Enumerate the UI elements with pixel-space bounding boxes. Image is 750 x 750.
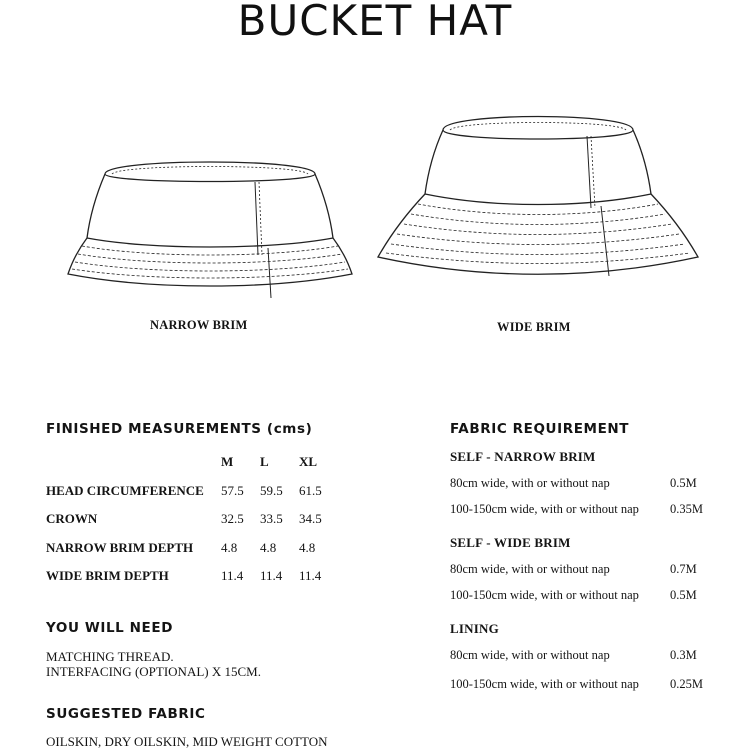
fabric-row-desc: 80cm wide, with or without nap bbox=[450, 648, 610, 662]
fabric-group-title: SELF - WIDE BRIM bbox=[450, 535, 571, 550]
fabric-group-title: LINING bbox=[450, 621, 499, 636]
table-row bbox=[46, 477, 338, 506]
row-value: 11.4 bbox=[260, 568, 283, 584]
size-header-xl: XL bbox=[299, 454, 318, 470]
row-value: 4.8 bbox=[260, 539, 277, 555]
measurements-heading bbox=[46, 421, 312, 437]
size-header-l: L bbox=[260, 454, 269, 470]
fabric-row-desc: 80cm wide, with or without nap bbox=[450, 562, 610, 576]
fabric-row-desc: 100-150cm wide, with or without nap bbox=[450, 588, 639, 602]
fabric-row-qty: 0.5M bbox=[670, 476, 697, 490]
row-value: 4.8 bbox=[221, 539, 238, 555]
row-label: HEAD CIRCUMFERENCE bbox=[46, 482, 204, 498]
table-row bbox=[46, 562, 338, 591]
fabric-group-title: SELF - NARROW BRIM bbox=[450, 449, 596, 464]
measurements-corner-cell bbox=[46, 448, 221, 477]
row-value: 33.5 bbox=[260, 511, 283, 527]
measurements-heading-text: FINISHED MEASUREMENTS bbox=[46, 421, 262, 437]
fabric-requirement-heading: FABRIC REQUIREMENT bbox=[450, 421, 630, 437]
measurements-table bbox=[46, 448, 338, 591]
fabric-row-desc: 100-150cm wide, with or without nap bbox=[450, 502, 639, 516]
row-value: 32.5 bbox=[221, 511, 244, 527]
size-header-m: M bbox=[221, 454, 234, 470]
bucket-hat-wide-brim-drawing bbox=[373, 112, 703, 312]
narrow-brim-caption: NARROW BRIM bbox=[150, 318, 248, 332]
row-value: 11.4 bbox=[221, 568, 244, 584]
page-title: BUCKET HAT bbox=[237, 0, 513, 45]
measurements-unit: (cms) bbox=[266, 421, 313, 437]
row-value: 59.5 bbox=[260, 482, 283, 498]
table-row bbox=[46, 534, 338, 563]
row-value: 57.5 bbox=[221, 482, 244, 498]
fabric-row-desc: 80cm wide, with or without nap bbox=[450, 476, 610, 490]
row-label: NARROW BRIM DEPTH bbox=[46, 539, 194, 555]
fabric-row-qty: 0.7M bbox=[670, 562, 697, 576]
fabric-row-qty: 0.25M bbox=[670, 677, 703, 691]
suggested-fabric-heading: SUGGESTED FABRIC bbox=[46, 706, 206, 722]
fabric-row-qty: 0.3M bbox=[670, 648, 697, 662]
bucket-hat-narrow-brim-drawing bbox=[60, 150, 360, 310]
you-will-need-line: INTERFACING (OPTIONAL) X 15CM. bbox=[46, 664, 261, 679]
suggested-fabric-text: OILSKIN, DRY OILSKIN, MID WEIGHT COTTON bbox=[46, 734, 328, 749]
you-will-need-line: MATCHING THREAD. bbox=[46, 649, 174, 664]
row-label: WIDE BRIM DEPTH bbox=[46, 568, 169, 584]
wide-brim-caption: WIDE BRIM bbox=[497, 320, 571, 334]
measurements-header-row bbox=[46, 448, 338, 477]
table-row bbox=[46, 505, 338, 534]
fabric-row-desc: 100-150cm wide, with or without nap bbox=[450, 677, 639, 691]
row-label: CROWN bbox=[46, 511, 98, 527]
fabric-row-qty: 0.35M bbox=[670, 502, 703, 516]
row-value: 61.5 bbox=[299, 482, 322, 498]
row-value: 4.8 bbox=[299, 539, 316, 555]
fabric-row-qty: 0.5M bbox=[670, 588, 697, 602]
row-value: 34.5 bbox=[299, 511, 322, 527]
row-value: 11.4 bbox=[299, 568, 322, 584]
you-will-need-heading: YOU WILL NEED bbox=[46, 620, 173, 636]
